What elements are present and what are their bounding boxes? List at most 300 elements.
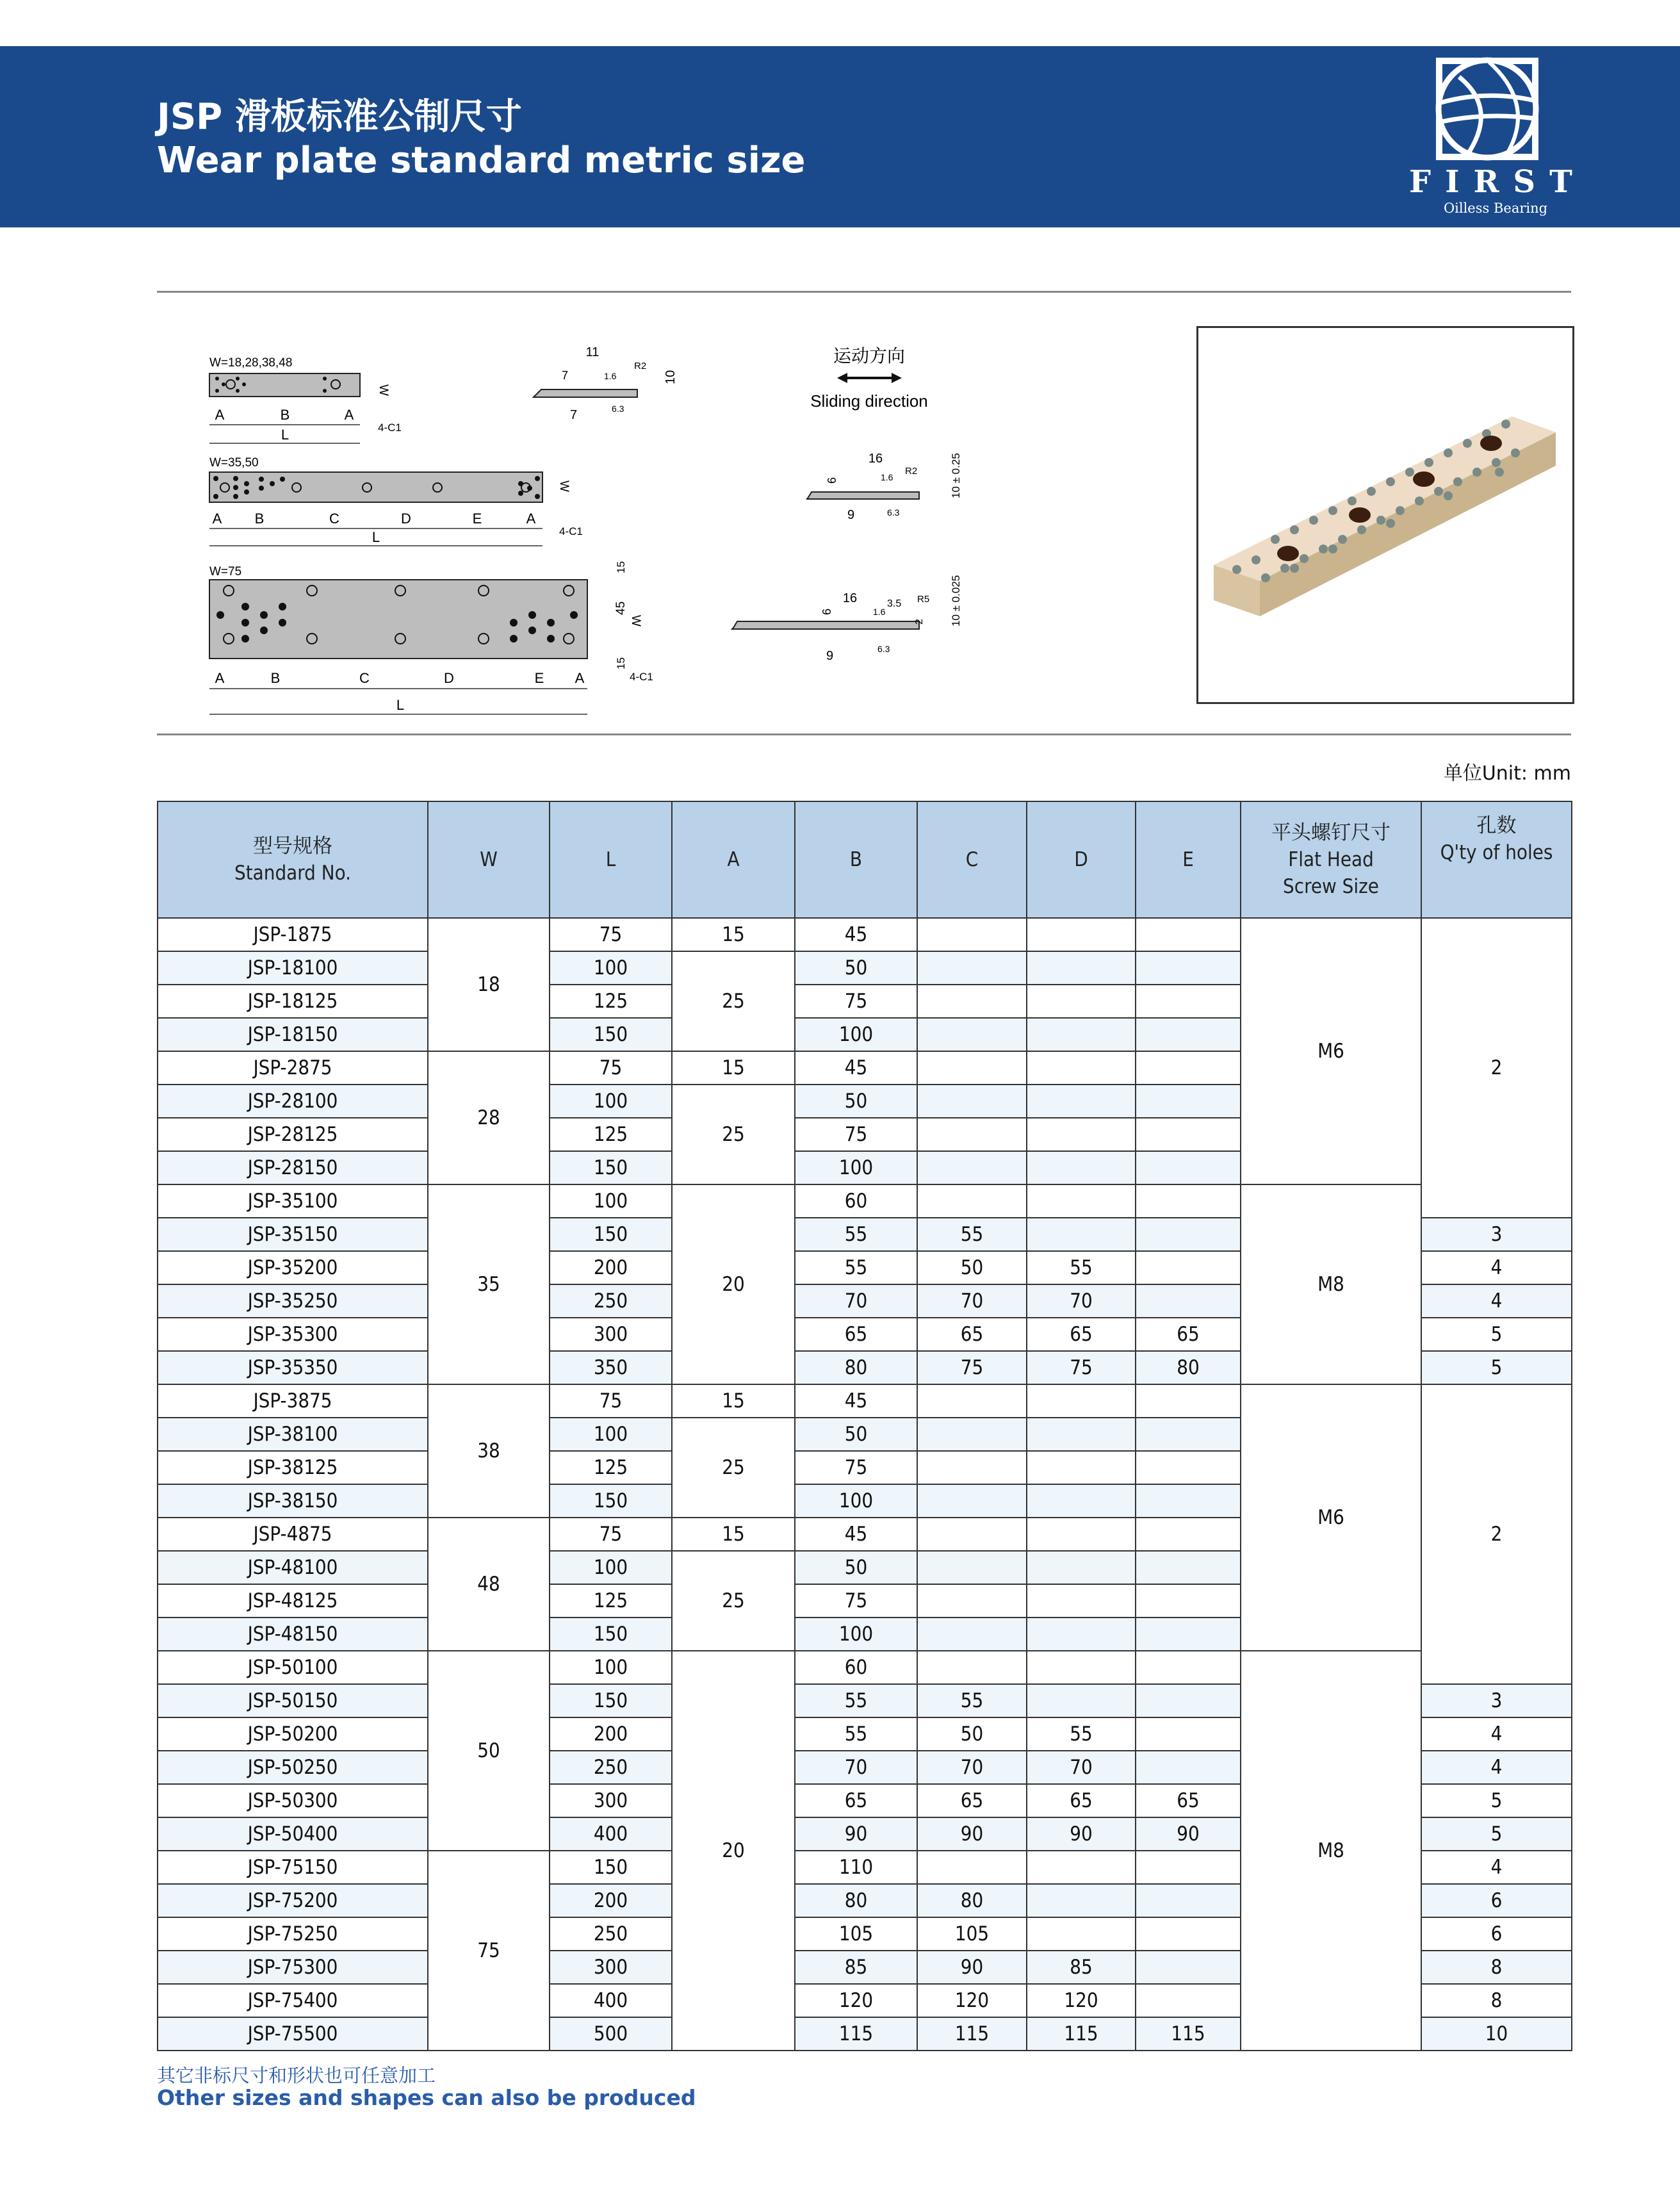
cell-b: 60 xyxy=(795,1651,917,1684)
col-b: B xyxy=(795,801,917,918)
cell-b: 45 xyxy=(795,1518,917,1551)
cell-d xyxy=(1027,1617,1136,1651)
cell-b: 75 xyxy=(795,985,917,1018)
cell-e xyxy=(1136,1884,1241,1917)
divider-middle xyxy=(157,733,1571,735)
wear-plate-photo-icon xyxy=(1198,328,1572,702)
cell-b: 100 xyxy=(795,1484,917,1518)
cell-d: 65 xyxy=(1027,1784,1136,1817)
cell-standard-no: JSP-18125 xyxy=(158,985,428,1018)
svg-text:C: C xyxy=(359,670,370,686)
cell-b: 115 xyxy=(795,2017,917,2051)
cell-l: 300 xyxy=(550,1318,672,1351)
cell-c: 65 xyxy=(917,1784,1027,1817)
cell-b: 45 xyxy=(795,1051,917,1085)
cell-l: 150 xyxy=(550,1218,672,1251)
cell-c xyxy=(917,1018,1027,1051)
cell-c: 90 xyxy=(917,1817,1027,1851)
cell-c xyxy=(917,1484,1027,1518)
cell-standard-no: JSP-28150 xyxy=(158,1151,428,1184)
cell-b: 50 xyxy=(795,951,917,985)
cell-d: 85 xyxy=(1027,1951,1136,1984)
cell-l: 100 xyxy=(550,1551,672,1584)
cell-e: 80 xyxy=(1136,1351,1241,1384)
svg-text:A: A xyxy=(344,407,354,423)
cell-a: 15 xyxy=(672,918,795,951)
cell-c xyxy=(917,1851,1027,1884)
svg-text:10: 10 xyxy=(664,370,678,384)
cell-b: 55 xyxy=(795,1218,917,1251)
cell-holes: 6 xyxy=(1421,1917,1572,1951)
cell-standard-no: JSP-1875 xyxy=(158,918,428,951)
cell-l: 100 xyxy=(550,951,672,985)
cell-b: 70 xyxy=(795,1751,917,1784)
cell-l: 200 xyxy=(550,1251,672,1284)
cell-c xyxy=(917,1051,1027,1085)
cell-b: 110 xyxy=(795,1851,917,1884)
cell-standard-no: JSP-28125 xyxy=(158,1118,428,1151)
cell-e: 90 xyxy=(1136,1817,1241,1851)
cell-holes: 3 xyxy=(1421,1684,1572,1717)
cell-b: 70 xyxy=(795,1284,917,1318)
cell-e xyxy=(1136,1085,1241,1118)
cell-c: 55 xyxy=(917,1218,1027,1251)
cell-l: 150 xyxy=(550,1018,672,1051)
cell-b: 90 xyxy=(795,1817,917,1851)
cell-a: 20 xyxy=(672,1184,795,1384)
cell-b: 85 xyxy=(795,1951,917,1984)
cell-holes: 8 xyxy=(1421,1951,1572,1984)
svg-text:L: L xyxy=(396,697,405,713)
svg-text:L: L xyxy=(371,529,380,545)
svg-text:D: D xyxy=(401,511,411,527)
cell-b: 100 xyxy=(795,1617,917,1651)
cell-c: 50 xyxy=(917,1717,1027,1751)
svg-text:W: W xyxy=(557,480,571,492)
cell-c xyxy=(917,1518,1027,1551)
cell-e xyxy=(1136,985,1241,1018)
cell-c xyxy=(917,1184,1027,1218)
svg-text:W: W xyxy=(629,615,642,627)
svg-text:R2: R2 xyxy=(905,466,918,477)
svg-text:B: B xyxy=(270,670,281,686)
cell-d xyxy=(1027,1484,1136,1518)
cell-standard-no: JSP-48100 xyxy=(158,1551,428,1584)
svg-text:A: A xyxy=(575,670,585,686)
sliding-label-cn: 运动方向 xyxy=(833,346,906,366)
cell-d: 75 xyxy=(1027,1351,1136,1384)
cell-e xyxy=(1136,1151,1241,1184)
cell-standard-no: JSP-38125 xyxy=(158,1451,428,1484)
cell-l: 75 xyxy=(550,918,672,951)
page-title-en: Wear plate standard metric size xyxy=(157,140,806,181)
cell-w: 50 xyxy=(428,1651,550,1851)
cell-d: 70 xyxy=(1027,1284,1136,1318)
cell-c: 65 xyxy=(917,1318,1027,1351)
page-title-cn: JSP 滑板标准公制尺寸 xyxy=(157,96,522,138)
cell-l: 400 xyxy=(550,1817,672,1851)
cell-w: 28 xyxy=(428,1051,550,1184)
cell-w: 38 xyxy=(428,1384,550,1518)
cell-d: 65 xyxy=(1027,1318,1136,1351)
svg-text:L: L xyxy=(281,427,290,443)
cell-d: 115 xyxy=(1027,2017,1136,2051)
cell-w: 75 xyxy=(428,1851,550,2051)
svg-text:A: A xyxy=(215,407,225,423)
cell-b: 55 xyxy=(795,1251,917,1284)
cell-l: 125 xyxy=(550,1118,672,1151)
cell-c xyxy=(917,1118,1027,1151)
cell-d: 70 xyxy=(1027,1751,1136,1784)
cell-c xyxy=(917,1085,1027,1118)
cell-b: 55 xyxy=(795,1684,917,1717)
cell-standard-no: JSP-35350 xyxy=(158,1351,428,1384)
cell-d xyxy=(1027,951,1136,985)
cell-b: 100 xyxy=(795,1151,917,1184)
unit-label: 单位Unit: mm xyxy=(1443,762,1571,785)
cell-standard-no: JSP-50200 xyxy=(158,1717,428,1751)
cell-holes: 3 xyxy=(1421,1218,1572,1251)
svg-text:16: 16 xyxy=(842,591,858,605)
cell-screw-size: M6 xyxy=(1241,1384,1421,1651)
cell-l: 300 xyxy=(550,1951,672,1984)
cell-w: 18 xyxy=(428,918,550,1051)
cell-b: 80 xyxy=(795,1884,917,1917)
cell-standard-no: JSP-4875 xyxy=(158,1518,428,1551)
cell-l: 100 xyxy=(550,1418,672,1451)
cell-standard-no: JSP-75150 xyxy=(158,1851,428,1884)
cell-e: 65 xyxy=(1136,1784,1241,1817)
cell-holes: 5 xyxy=(1421,1318,1572,1351)
cell-standard-no: JSP-38150 xyxy=(158,1484,428,1518)
svg-text:1.6: 1.6 xyxy=(604,371,617,381)
svg-text:6: 6 xyxy=(826,477,838,484)
cell-l: 250 xyxy=(550,1917,672,1951)
cell-holes: 6 xyxy=(1421,1884,1572,1917)
svg-text:6.3: 6.3 xyxy=(612,404,624,414)
cell-c xyxy=(917,1418,1027,1451)
svg-text:15: 15 xyxy=(615,561,627,573)
cell-screw-size: M6 xyxy=(1241,918,1421,1184)
cell-holes: 4 xyxy=(1421,1251,1572,1284)
svg-text:E: E xyxy=(472,511,482,527)
cell-e xyxy=(1136,951,1241,985)
cell-l: 100 xyxy=(550,1651,672,1684)
svg-text:1.6: 1.6 xyxy=(881,472,893,482)
svg-text:E: E xyxy=(534,670,544,686)
cell-standard-no: JSP-50300 xyxy=(158,1784,428,1817)
cell-e xyxy=(1136,1684,1241,1717)
cell-e xyxy=(1136,1917,1241,1951)
cell-a: 25 xyxy=(672,1418,795,1518)
svg-text:6.3: 6.3 xyxy=(887,507,900,518)
svg-text:15: 15 xyxy=(615,657,627,669)
svg-text:R2: R2 xyxy=(634,361,647,372)
cell-b: 50 xyxy=(795,1418,917,1451)
cell-l: 100 xyxy=(550,1184,672,1218)
cell-standard-no: JSP-35100 xyxy=(158,1184,428,1218)
plate-small xyxy=(209,373,360,397)
col-a: A xyxy=(672,801,795,918)
cell-holes: 2 xyxy=(1421,1384,1572,1684)
cell-d xyxy=(1027,1118,1136,1151)
cell-standard-no: JSP-18100 xyxy=(158,951,428,985)
col-holes: 孔数 Q'ty of holes xyxy=(1421,801,1572,918)
cell-e: 115 xyxy=(1136,2017,1241,2051)
svg-text:A: A xyxy=(526,511,536,527)
svg-text:45: 45 xyxy=(614,601,628,615)
svg-text:C: C xyxy=(329,511,339,527)
cell-e xyxy=(1136,1384,1241,1418)
col-w: W xyxy=(428,801,550,918)
svg-text:6: 6 xyxy=(820,608,833,615)
section-2 xyxy=(806,452,962,522)
brand-name: FIRST xyxy=(1409,164,1586,200)
cell-b: 100 xyxy=(795,1018,917,1051)
cell-l: 150 xyxy=(550,1151,672,1184)
cell-e xyxy=(1136,1518,1241,1551)
svg-text:R5: R5 xyxy=(917,594,930,605)
cell-l: 75 xyxy=(550,1384,672,1418)
cell-b: 50 xyxy=(795,1551,917,1584)
cell-holes: 5 xyxy=(1421,1351,1572,1384)
cell-l: 75 xyxy=(550,1518,672,1551)
svg-text:9: 9 xyxy=(826,649,834,663)
cell-w: 35 xyxy=(428,1184,550,1384)
cell-standard-no: JSP-35150 xyxy=(158,1218,428,1251)
cell-c xyxy=(917,1151,1027,1184)
cell-standard-no: JSP-35200 xyxy=(158,1251,428,1284)
svg-text:7: 7 xyxy=(570,408,578,422)
cell-l: 75 xyxy=(550,1051,672,1085)
divider-top xyxy=(157,291,1571,293)
cell-standard-no: JSP-35300 xyxy=(158,1318,428,1351)
cell-b: 65 xyxy=(795,1318,917,1351)
label-w2: W=35,50 xyxy=(209,456,259,470)
cell-standard-no: JSP-38100 xyxy=(158,1418,428,1451)
label-w3: W=75 xyxy=(209,565,242,578)
cell-d xyxy=(1027,1218,1136,1251)
cell-d xyxy=(1027,1884,1136,1917)
cell-l: 150 xyxy=(550,1484,672,1518)
svg-text:1.6: 1.6 xyxy=(873,607,886,617)
cell-standard-no: JSP-50100 xyxy=(158,1651,428,1684)
cell-a: 25 xyxy=(672,1551,795,1651)
cell-w: 48 xyxy=(428,1518,550,1651)
cell-b: 75 xyxy=(795,1118,917,1151)
cell-d xyxy=(1027,1384,1136,1418)
svg-text:4-C1: 4-C1 xyxy=(559,525,583,537)
cell-l: 300 xyxy=(550,1784,672,1817)
col-l: L xyxy=(550,801,672,918)
cell-e xyxy=(1136,1617,1241,1651)
cell-d xyxy=(1027,1518,1136,1551)
cell-c: 70 xyxy=(917,1751,1027,1784)
cell-e xyxy=(1136,1984,1241,2017)
cell-b: 75 xyxy=(795,1451,917,1484)
cell-e xyxy=(1136,1184,1241,1218)
cell-l: 350 xyxy=(550,1351,672,1384)
cell-c xyxy=(917,951,1027,985)
svg-text:9: 9 xyxy=(847,508,855,522)
cell-holes: 8 xyxy=(1421,1984,1572,2017)
cell-standard-no: JSP-2875 xyxy=(158,1051,428,1085)
cell-d xyxy=(1027,1651,1136,1684)
product-photo xyxy=(1196,326,1574,704)
cell-standard-no: JSP-75400 xyxy=(158,1984,428,2017)
cell-e xyxy=(1136,1484,1241,1518)
svg-text:A: A xyxy=(212,511,222,527)
cell-standard-no: JSP-35250 xyxy=(158,1284,428,1318)
cell-a: 15 xyxy=(672,1051,795,1085)
cell-l: 100 xyxy=(550,1085,672,1118)
svg-text:B: B xyxy=(280,407,290,423)
plate-large xyxy=(209,580,587,659)
cell-d xyxy=(1027,1451,1136,1484)
cell-b: 75 xyxy=(795,1584,917,1617)
cell-standard-no: JSP-75200 xyxy=(158,1884,428,1917)
cell-d xyxy=(1027,918,1136,951)
cell-l: 500 xyxy=(550,2017,672,2051)
svg-text:10 ± 0.025: 10 ± 0.025 xyxy=(950,575,962,627)
cell-standard-no: JSP-48125 xyxy=(158,1584,428,1617)
spec-table xyxy=(157,801,1572,2051)
cell-b: 105 xyxy=(795,1917,917,1951)
cell-c: 75 xyxy=(917,1351,1027,1384)
table-body xyxy=(158,918,1572,2051)
cell-d: 55 xyxy=(1027,1251,1136,1284)
cell-d xyxy=(1027,1085,1136,1118)
cell-b: 80 xyxy=(795,1351,917,1384)
cell-a: 15 xyxy=(672,1384,795,1418)
cell-e: 65 xyxy=(1136,1318,1241,1351)
cell-holes: 5 xyxy=(1421,1817,1572,1851)
cell-d xyxy=(1027,1851,1136,1884)
brand-subtitle: Oilless Bearing xyxy=(1443,201,1548,216)
cell-b: 45 xyxy=(795,918,917,951)
cell-standard-no: JSP-18150 xyxy=(158,1018,428,1051)
col-standard-no: 型号规格 Standard No. xyxy=(158,801,428,918)
cell-a: 20 xyxy=(672,1651,795,2051)
cell-c: 105 xyxy=(917,1917,1027,1951)
technical-drawing xyxy=(157,320,990,717)
table-row xyxy=(158,1651,1572,1684)
table-row xyxy=(158,1184,1572,1218)
cell-c xyxy=(917,918,1027,951)
cell-standard-no: JSP-3875 xyxy=(158,1384,428,1418)
cell-d xyxy=(1027,1151,1136,1184)
col-d: D xyxy=(1027,801,1136,918)
cell-l: 150 xyxy=(550,1617,672,1651)
sliding-arrow-icon xyxy=(837,373,902,383)
svg-text:3.5: 3.5 xyxy=(887,598,902,609)
cell-e xyxy=(1136,918,1241,951)
label-w1: W=18,28,38,48 xyxy=(209,356,293,370)
cell-standard-no: JSP-50250 xyxy=(158,1751,428,1784)
svg-text:4-C1: 4-C1 xyxy=(378,422,402,434)
table-row xyxy=(158,1384,1572,1418)
svg-text:16: 16 xyxy=(868,452,883,466)
cell-d xyxy=(1027,1184,1136,1218)
cell-d xyxy=(1027,1684,1136,1717)
cell-standard-no: JSP-75250 xyxy=(158,1917,428,1951)
cell-standard-no: JSP-75500 xyxy=(158,2017,428,2051)
svg-text:2: 2 xyxy=(914,619,925,625)
cell-d xyxy=(1027,1018,1136,1051)
cell-l: 200 xyxy=(550,1884,672,1917)
cell-screw-size: M8 xyxy=(1241,1184,1421,1384)
cell-c xyxy=(917,1384,1027,1418)
section-1 xyxy=(534,345,678,422)
cell-l: 150 xyxy=(550,1684,672,1717)
cell-a: 25 xyxy=(672,951,795,1051)
cell-e xyxy=(1136,1551,1241,1584)
cell-c xyxy=(917,985,1027,1018)
cell-l: 250 xyxy=(550,1751,672,1784)
cell-standard-no: JSP-50400 xyxy=(158,1817,428,1851)
svg-text:A: A xyxy=(215,670,225,686)
footer-note-en: Other sizes and shapes can also be produced xyxy=(157,2085,696,2110)
cell-b: 120 xyxy=(795,1984,917,2017)
cell-a: 25 xyxy=(672,1085,795,1184)
cell-b: 65 xyxy=(795,1784,917,1817)
cell-holes: 4 xyxy=(1421,1751,1572,1784)
footer-note-cn: 其它非标尺寸和形状也可任意加工 xyxy=(157,2065,436,2086)
col-c: C xyxy=(917,801,1027,918)
cell-c xyxy=(917,1551,1027,1584)
cell-d: 90 xyxy=(1027,1817,1136,1851)
cell-holes: 4 xyxy=(1421,1851,1572,1884)
cell-e xyxy=(1136,1951,1241,1984)
cell-l: 400 xyxy=(550,1984,672,2017)
cell-l: 150 xyxy=(550,1851,672,1884)
cell-c xyxy=(917,1451,1027,1484)
cell-c xyxy=(917,1617,1027,1651)
cell-d: 55 xyxy=(1027,1717,1136,1751)
cell-a: 15 xyxy=(672,1518,795,1551)
cell-e xyxy=(1136,1018,1241,1051)
svg-text:11: 11 xyxy=(585,345,599,359)
cell-e xyxy=(1136,1051,1241,1085)
cell-d xyxy=(1027,1584,1136,1617)
cell-standard-no: JSP-50150 xyxy=(158,1684,428,1717)
cell-standard-no: JSP-28100 xyxy=(158,1085,428,1118)
cell-l: 250 xyxy=(550,1284,672,1318)
cell-l: 125 xyxy=(550,985,672,1018)
cell-standard-no: JSP-75300 xyxy=(158,1951,428,1984)
cell-c: 90 xyxy=(917,1951,1027,1984)
cell-d xyxy=(1027,1551,1136,1584)
svg-text:B: B xyxy=(254,511,265,527)
cell-b: 50 xyxy=(795,1085,917,1118)
col-e: E xyxy=(1136,801,1241,918)
cell-b: 45 xyxy=(795,1384,917,1418)
svg-text:7: 7 xyxy=(562,369,569,382)
cell-standard-no: JSP-48150 xyxy=(158,1617,428,1651)
cell-e xyxy=(1136,1251,1241,1284)
cell-b: 60 xyxy=(795,1184,917,1218)
cell-holes: 10 xyxy=(1421,2017,1572,2051)
cell-holes: 2 xyxy=(1421,918,1572,1218)
cell-holes: 5 xyxy=(1421,1784,1572,1817)
cell-c: 70 xyxy=(917,1284,1027,1318)
cell-l: 125 xyxy=(550,1451,672,1484)
section-3 xyxy=(732,575,962,663)
cell-e xyxy=(1136,1451,1241,1484)
cell-e xyxy=(1136,1118,1241,1151)
cell-holes: 4 xyxy=(1421,1284,1572,1318)
cell-e xyxy=(1136,1218,1241,1251)
